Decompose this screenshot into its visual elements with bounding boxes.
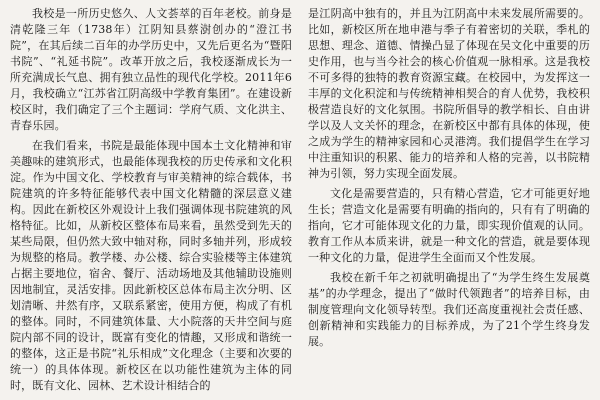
- paragraph-1: 我校是一所历史悠久、人文荟萃的百年老校。前身是清乾隆三年（1738年）江阴知县蔡澍创办的“澄江书院”，在其后续二百年的办学历史中，又先后更名为“暨阳书院”、“礼延书院”。改革开放之后，我校逐渐成长为一所充满成长气息、拥有独立品性的现代化学校。2011年6月，我校确立“江苏省江阴高级中学教育集团”。在建设新校区时，我们确定了三个主题词：学府气质、文化洪主、青春乐园。: [10, 7, 292, 132]
- paragraph-2: 在我们看来，书院是最能体现中国本土文化精神和审美趣味的建筑形式，也最能体现我校的历史传承和文化积淀。作为中国文化、学校教育与审美精神的综合载体，书院建筑的许多特征能够代表中国文化精髓的深层意义建构。因此在新校区外观设计上我们强调体现书院建筑的风格特征。比如，从新校区整体布局来看，虽然受到先天的某些局限，但仍然大致中轴对称，同时多轴并列，形成较为规整的格局。教学楼、办公楼、综合实验楼等主体建筑占据主要地位，宿舍、餐厅、活动场地及其他辅助设施则因地制宜，灵活安排。因此新校区总体布局主次分明、区划清晰、井然有序，又联系紧密，使用方便，构成了有机的整体。同时，不同建筑体量、大小院落的天井空间与庭院内部不同的设计，既富有变化的情趣，又形成和谐统一的整体，这正是书院“礼乐相成”文化理念（主要和次要的统一）的具体体现。新校区在以功能性建筑为主体的同时，既有文化、园林、艺术设计相结合的: [10, 139, 292, 392]
- paragraph-3: 是江阴高中独有的，并且为江阴高中未来发展所需要的。比如，新校区所在地申港与季子有着密切的关联，季札的思想、理念、道德、情操凸显了体现在吴文化中重要的历史作用，也与当今社会的核心价值观一脉相承。这是我校不可多得的独特的教育资源宝藏。在校园中，为发挥这一丰厚的文化积淀和与传统精神相契合的育人优势，我校积极营造良好的文化氛围。书院所倡导的教学相长、自由讲学以及人文关怀的理念，在新校区中都有具体的体现，使之成为学生的精神家园和心灵港湾。我们提倡学生在学习中注重知识的积累、能力的培养和人格的完善，以书院精神为引领，努力实现全面发展。: [308, 7, 590, 180]
- left-column: [10, 6, 292, 400]
- right-column: [308, 6, 590, 400]
- paragraph-5: 我校在新千年之初就明确提出了“为学生终生发展奠基”的办学理念，提出了“做时代领跑者”的培养目标，由制度管理向文化领导转型。我们还高度重视社会责任感、创新精神和实践能力的目标养成，为了21个学生终身发展。: [308, 271, 590, 348]
- paragraph-4: 文化是需要营造的，只有精心营造，它才可能更好地生长；营造文化是需要有明确的指向的，只有有了明确的指向，它才可能体现文化的力量，即实现价值观的认同。教育工作从本质来讲，就是一种文化的营造，就是要体现一种文化的力量，促进学生全面而又个性发展。: [308, 187, 590, 264]
